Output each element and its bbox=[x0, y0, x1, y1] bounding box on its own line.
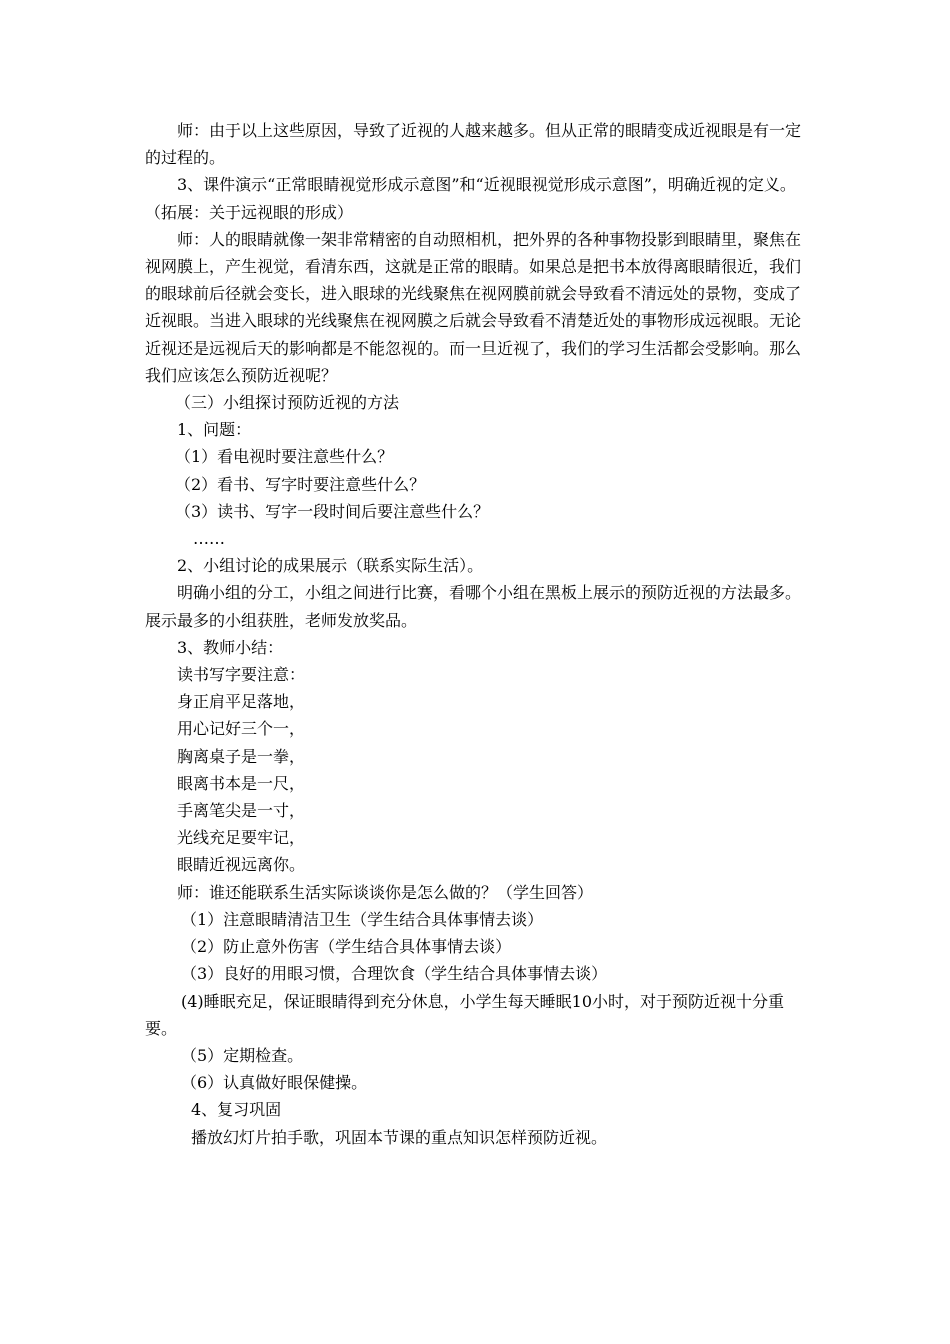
answer-item-3: （3）良好的用眼习惯，合理饮食（学生结合具体事情去谈） bbox=[181, 964, 608, 984]
question-item-2: （2）看书、写字时要注意些什么？ bbox=[175, 474, 426, 494]
rhyme-line-8: 眼睛近视远离你。 bbox=[177, 855, 306, 875]
ellipsis-line: …… bbox=[193, 529, 225, 549]
section-heading-group-discussion: （三）小组探讨预防近视的方法 bbox=[175, 393, 400, 413]
paragraph-questions-label: 1、问题： bbox=[177, 420, 252, 440]
rhyme-line-2: 身正肩平足落地， bbox=[177, 692, 306, 712]
answer-item-4: (4)睡眠充足，保证眼睛得到充分休息，小学生每天睡眠10小时，对于预防近视十分重要。 bbox=[145, 991, 785, 1038]
paragraph-teacher-eye-camera: 师：人的眼睛就像一架非常精密的自动照相机，把外界的各种事物投影到眼睛里，聚焦在视网膜上，产生视觉，看清东西，这就是正常的眼睛。如果总是把书本放得离眼睛很近，我们的眼球前后径就会变长，进入眼球的光线聚焦在视网膜前就会导致看不清远处的景物，变成了近视眼。当进入眼球的光线聚焦在视网膜之后就会导致看不清楚近处的事物形成远视眼。无论近视还是远视后天的影响都是不能忽视的。而一旦近视了，我们的学习生活都会受影响。那么我们应该怎么预防近视呢？ bbox=[145, 229, 802, 385]
rhyme-line-7: 光线充足要牢记， bbox=[177, 828, 306, 848]
answer-item-2: （2）防止意外伤害（学生结合具体事情去谈） bbox=[181, 937, 512, 957]
rhyme-line-1: 读书写字要注意： bbox=[177, 665, 306, 685]
paragraph-courseware-demo: 3、课件演示“正常眼睛视觉形成示意图”和“近视眼视觉形成示意图”，明确近视的定义。（拓展：关于远视眼的形成） bbox=[145, 175, 796, 222]
paragraph-teacher-reason: 师：由于以上这些原因，导致了近视的人越来越多。但从正常的眼睛变成近视眼是有一定的过程的。 bbox=[145, 121, 802, 168]
answer-item-6: （6）认真做好眼保健操。 bbox=[181, 1073, 368, 1093]
paragraph-teacher-question: 师：谁还能联系生活实际谈谈你是怎么做的？（学生回答） bbox=[177, 882, 594, 902]
answer-item-1: （1）注意眼睛清洁卫生（学生结合具体事情去谈） bbox=[181, 909, 544, 929]
question-item-1: （1）看电视时要注意些什么？ bbox=[175, 447, 394, 467]
question-item-3: （3）读书、写字一段时间后要注意些什么？ bbox=[175, 501, 490, 521]
rhyme-line-3: 用心记好三个一， bbox=[177, 719, 306, 739]
rhyme-line-4: 胸离桌子是一拳， bbox=[177, 746, 306, 766]
paragraph-review-heading: 4、复习巩固 bbox=[191, 1100, 282, 1120]
paragraph-group-division: 明确小组的分工，小组之间进行比赛，看哪个小组在黑板上展示的预防近视的方法最多。展示最多的小组获胜，老师发放奖品。 bbox=[145, 583, 802, 630]
paragraph-teacher-summary-label: 3、教师小结： bbox=[177, 637, 284, 657]
paragraph-review-content: 播放幻灯片拍手歌，巩固本节课的重点知识怎样预防近视。 bbox=[191, 1127, 608, 1147]
answer-item-5: （5）定期检查。 bbox=[181, 1045, 304, 1065]
document-page bbox=[145, 117, 810, 1151]
rhyme-line-6: 手离笔尖是一寸， bbox=[177, 801, 306, 821]
paragraph-group-results: 2、小组讨论的成果展示（联系实际生活）。 bbox=[177, 556, 484, 576]
rhyme-line-5: 眼离书本是一尺， bbox=[177, 773, 306, 793]
